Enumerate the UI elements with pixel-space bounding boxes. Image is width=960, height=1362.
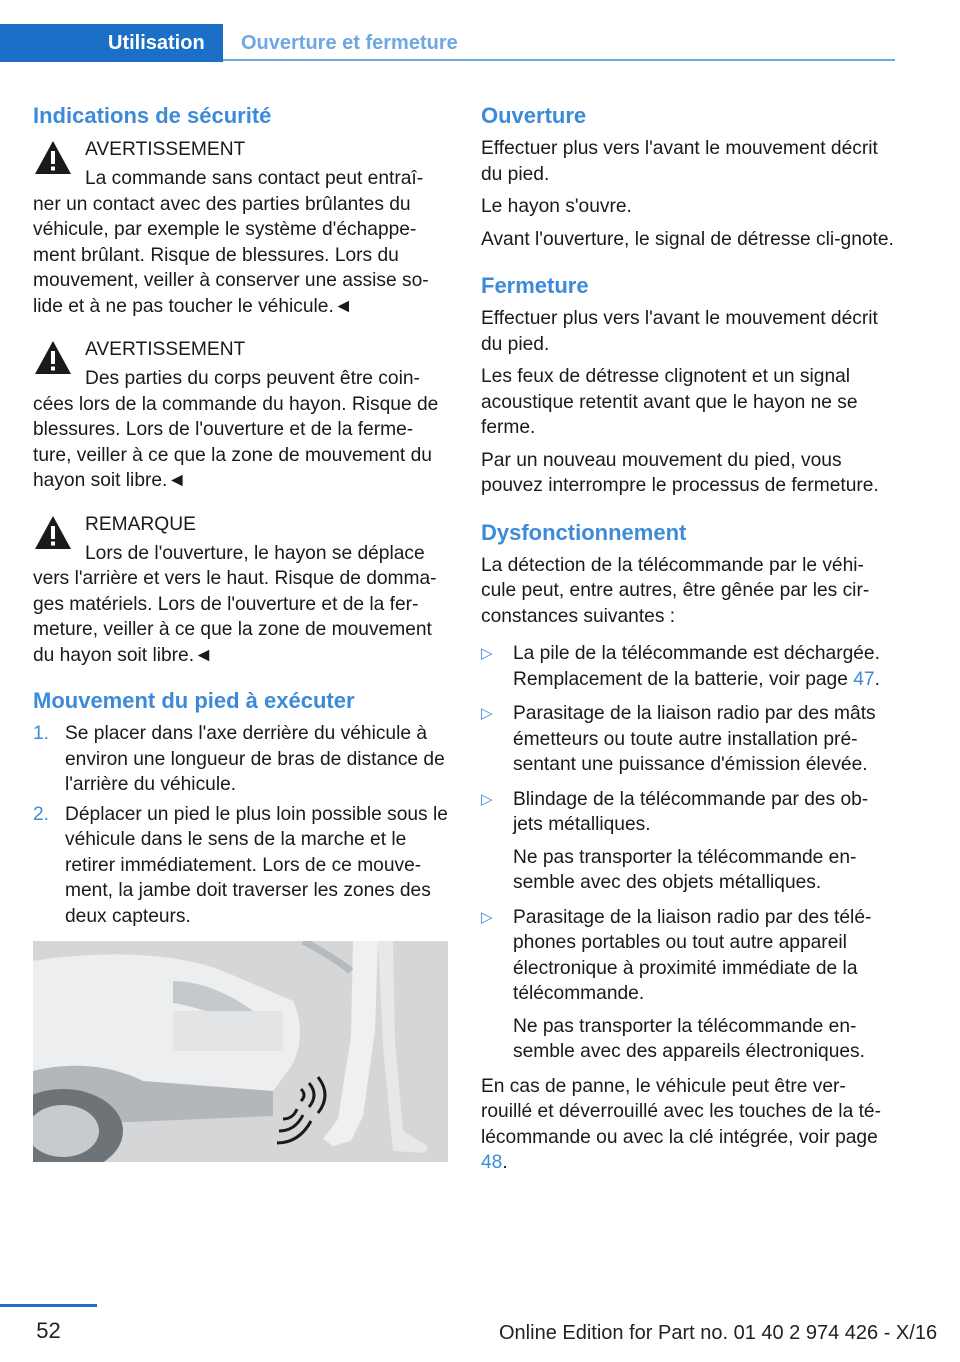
fallback-text: En cas de panne, le véhicule peut être ver-rouillé et déverrouillé avec les touches de la té-lécommande ou avec la clé intégrée, voir page [481,1075,881,1148]
list-item [481,701,896,778]
right-column [481,100,896,1183]
warning-text-first: La commande sans contact peut entraî- [85,168,424,189]
fallback-punct: . [502,1152,508,1173]
opening-paragraph: Le hayon s'ouvre. [481,196,632,217]
warning-label: AVERTISSEMENT [85,139,246,160]
page-link-47[interactable]: 47 [853,668,875,690]
header-tab-section: Ouverture et fermeture [241,32,458,54]
warning-block [33,136,448,319]
list-item [481,905,896,1065]
malfunction-list [481,641,896,1065]
list-item-punct: . [874,668,880,690]
warning-block [33,336,448,494]
triangle-bullet-icon: ▷ [481,645,493,662]
notice-text-first: Lors de l'ouverture, le hayon se déplace [85,542,425,564]
notice-label: REMARQUE [85,513,196,535]
warning-text-rest: ner un contact avec des parties brûlantes du véhicule, par exemple le système d'échappe-ment brûlant. Risque de blessures. Lors du mouvement, veiller à conserver une assise so-lide et à ne pas toucher le véhicule.◄ [33,193,429,317]
safety-heading: Indications de sécurité [33,103,272,128]
list-item-note: Ne pas transporter la télécommande en-semble avec des appareils électroniques. [513,1015,865,1062]
step-item [33,721,448,798]
step-number: 2. [33,803,50,825]
step-text: Déplacer un pied le plus loin possible sous le véhicule dans le sens de la marche et le retirer immédiatement. Lors de ce mouve-ment, la jambe doit traverser les zones des deux capteurs. [65,803,448,927]
opening-paragraph: Avant l'ouverture, le signal de détresse cli-gnote. [481,228,894,250]
list-item-text: Parasitage de la liaison radio par des mâts émetteurs ou toute autre installation pré-sentant une puissance d'émission élevée. [513,703,876,775]
warning-label: AVERTISSEMENT [85,339,246,360]
opening-heading: Ouverture [481,103,587,128]
list-item-text: Blindage de la télécommande par des ob-jets métalliques. [513,788,869,835]
warning-text-rest: cées lors de la commande du hayon. Risque de blessures. Lors de l'ouverture et de la ferme-ture, veiller à ce que la zone de mouvement du hayon soit libre.◄ [33,393,439,491]
notice-text-rest: vers l'arrière et vers le haut. Risque de domma-ges matériels. Lors de l'ouverture et de la fer-meture, veiller à ce que la zone de mouvement du hayon soit libre.◄ [33,568,437,666]
foot-gesture-illustration [33,941,448,1162]
warning-triangle-icon [33,338,73,378]
malfunction-heading: Dysfonctionnement [481,519,687,545]
triangle-bullet-icon: ▷ [481,908,493,926]
malfunction-intro: La détection de la télécommande par le véhi-cule peut, entre autres, être gênée par les cir-constances suivantes : [481,554,870,627]
left-column [33,100,448,1162]
triangle-bullet-icon: ▷ [481,790,493,808]
movement-steps [33,721,448,929]
step-text: Se placer dans l'axe derrière du véhicule à environ une longueur de bras de distance de l'arrière du véhicule. [65,723,445,795]
edition-footer: Online Edition for Part no. 01 40 2 974 426 - X/16 [499,1322,938,1344]
triangle-bullet-icon: ▷ [481,705,493,722]
page-number: 52 [36,1318,61,1343]
list-item-text: La pile de la télécommande est déchargée. Remplacement de la batterie, voir page [513,643,880,690]
warning-text-first: Des parties du corps peuvent être coin- [85,368,420,389]
header-rule [223,59,895,61]
list-item [481,641,896,692]
closing-paragraph: Effectuer plus vers l'avant le mouvement décrit du pied. [481,308,878,355]
warning-triangle-icon [33,138,73,178]
list-item-note: Ne pas transporter la télécommande en-semble avec des objets métalliques. [513,846,857,893]
closing-paragraph: Par un nouveau mouvement du pied, vous pouvez interrompre le processus de fermeture. [481,449,879,496]
list-item-text: Parasitage de la liaison radio par des télé-phones portables ou tout autre appareil électronique à proximité immédiate de la télécommande. [513,906,872,1004]
opening-paragraph: Effectuer plus vers l'avant le mouvement décrit du pied. [481,138,878,185]
step-number: 1. [33,723,50,744]
list-item [481,787,896,896]
header-tab-utilisation: Utilisation [0,24,223,62]
movement-heading: Mouvement du pied à exécuter [33,688,355,713]
notice-block [33,511,448,669]
page-link-48[interactable]: 48 [481,1152,503,1173]
closing-heading: Fermeture [481,273,589,298]
fallback-paragraph [481,1074,896,1176]
step-item [33,802,448,930]
footer-bar [0,1304,97,1307]
warning-triangle-icon [33,513,73,553]
closing-paragraph: Les feux de détresse clignotent et un signal acoustique retentit avant que le hayon ne se ferme. [481,366,858,438]
page-header [0,24,895,62]
